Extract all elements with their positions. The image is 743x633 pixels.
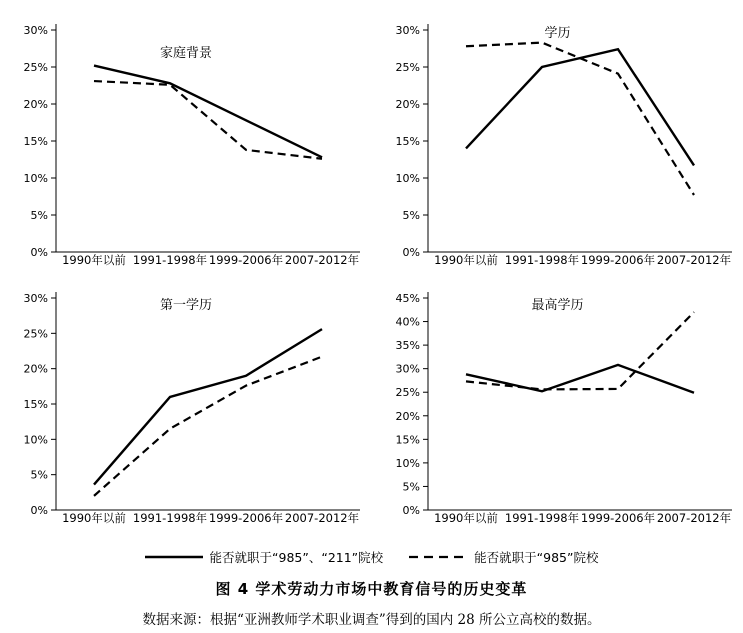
- svg-text:10%: 10%: [23, 433, 48, 447]
- svg-text:5%: 5%: [402, 480, 420, 494]
- svg-text:1990年以前: 1990年以前: [434, 511, 498, 525]
- line-chart-highest-degree: [372, 282, 743, 542]
- svg-text:1991-1998年: 1991-1998年: [504, 511, 580, 525]
- svg-text:1991-1998年: 1991-1998年: [132, 253, 208, 267]
- svg-text:2007-2012年: 2007-2012年: [284, 511, 360, 525]
- svg-text:15%: 15%: [23, 398, 48, 411]
- legend-label-solid: 能否就职于“985”、“211”院校: [209, 550, 384, 565]
- svg-text:30%: 30%: [23, 292, 48, 305]
- svg-text:2007-2012年: 2007-2012年: [284, 253, 360, 267]
- chart-panel-highest-degree: [372, 282, 743, 542]
- svg-text:0%: 0%: [402, 246, 420, 259]
- svg-text:10%: 10%: [23, 172, 48, 185]
- svg-text:45%: 45%: [395, 292, 420, 305]
- svg-text:1990年以前: 1990年以前: [62, 253, 126, 267]
- svg-text:20%: 20%: [23, 362, 48, 376]
- svg-text:35%: 35%: [395, 339, 420, 353]
- svg-text:5%: 5%: [402, 209, 420, 222]
- svg-text:2007-2012年: 2007-2012年: [656, 511, 732, 525]
- svg-text:25%: 25%: [395, 61, 420, 74]
- legend-label-dashed: 能否就职于“985”院校: [474, 550, 599, 565]
- chart-panel-family-background: [0, 0, 372, 282]
- svg-text:1999-2006年: 1999-2006年: [580, 511, 656, 525]
- chart-legend: [0, 548, 743, 566]
- svg-text:1999-2006年: 1999-2006年: [208, 253, 284, 267]
- chart-title: 学历: [544, 26, 571, 41]
- legend-item-solid: [145, 548, 384, 566]
- legend-dashed-line-icon: [409, 552, 467, 562]
- chart-panel-first-degree: [0, 282, 372, 542]
- svg-text:20%: 20%: [23, 98, 48, 111]
- svg-text:10%: 10%: [395, 172, 420, 185]
- legend-solid-line-icon: [145, 552, 203, 562]
- svg-text:1990年以前: 1990年以前: [434, 253, 498, 267]
- svg-text:40%: 40%: [395, 315, 420, 329]
- svg-text:15%: 15%: [395, 135, 420, 148]
- svg-text:0%: 0%: [30, 246, 48, 259]
- svg-text:2007-2012年: 2007-2012年: [656, 253, 732, 267]
- figure-caption: 图 4 学术劳动力市场中教育信号的历史变革: [215, 580, 528, 598]
- line-chart-degree: [372, 0, 743, 282]
- svg-text:25%: 25%: [23, 61, 48, 74]
- chart-title: 最高学历: [531, 298, 584, 313]
- svg-text:5%: 5%: [30, 209, 48, 222]
- svg-text:1990年以前: 1990年以前: [62, 511, 126, 525]
- svg-text:1999-2006年: 1999-2006年: [208, 511, 284, 525]
- svg-text:25%: 25%: [395, 386, 420, 400]
- chart-title: 第一学历: [159, 298, 212, 313]
- svg-text:0%: 0%: [402, 504, 420, 517]
- svg-text:30%: 30%: [395, 362, 420, 376]
- chart-title: 家庭背景: [159, 46, 212, 61]
- svg-text:20%: 20%: [395, 98, 420, 111]
- svg-text:20%: 20%: [395, 409, 420, 423]
- svg-text:0%: 0%: [30, 504, 48, 517]
- svg-text:10%: 10%: [395, 456, 420, 470]
- svg-text:1999-2006年: 1999-2006年: [580, 253, 656, 267]
- svg-text:15%: 15%: [395, 433, 420, 447]
- svg-text:15%: 15%: [23, 135, 48, 148]
- svg-text:1991-1998年: 1991-1998年: [132, 511, 208, 525]
- svg-text:1991-1998年: 1991-1998年: [504, 253, 580, 267]
- svg-text:30%: 30%: [395, 24, 420, 37]
- chart-panel-degree: [372, 0, 743, 282]
- svg-text:25%: 25%: [23, 327, 48, 341]
- line-chart-first-degree: [0, 282, 372, 542]
- figure-source-note: 数据来源：根据“亚洲教师学术职业调查”得到的国内 28 所公立高校的数据。: [142, 612, 601, 628]
- svg-text:5%: 5%: [30, 468, 48, 482]
- legend-item-dashed: [409, 548, 598, 566]
- svg-text:30%: 30%: [23, 24, 48, 37]
